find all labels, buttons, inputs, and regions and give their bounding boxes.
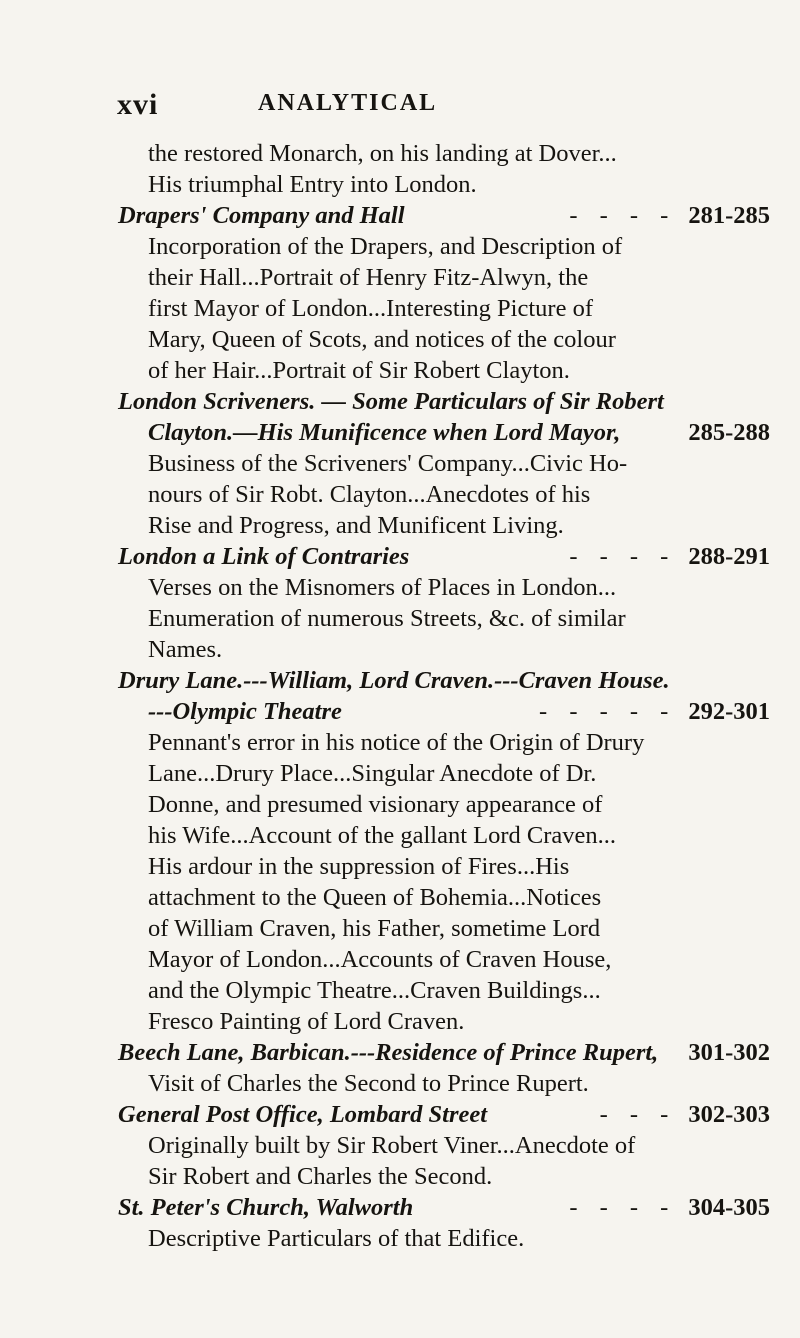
text-line: his Wife...Account of the gallant Lord Craven... [148, 822, 617, 849]
page-range: 281-285 [688, 202, 770, 229]
page-range: 288-291 [688, 543, 770, 570]
page-range: 285-288 [688, 419, 770, 446]
entry-heading [118, 665, 770, 696]
text-line: attachment to the Queen of Bohemia...Notices [148, 884, 602, 911]
entry-heading-continued [148, 417, 770, 448]
text-line: the restored Monarch, on his landing at Dover... [148, 140, 617, 167]
entry-heading [118, 541, 770, 572]
text-line: Enumeration of numerous Streets, &c. of similar [148, 605, 626, 632]
text-line: Originally built by Sir Robert Viner...Anecdote of [148, 1132, 636, 1159]
text-line: Business of the Scriveners' Company...Civic Ho- [148, 450, 628, 477]
entry-heading [118, 1192, 770, 1223]
entry-heading-continued [148, 696, 770, 727]
text-line: Pennant's error in his notice of the Origin of Drury [148, 729, 645, 756]
text-line: Rise and Progress, and Munificent Living. [148, 512, 564, 539]
contents-list [118, 138, 770, 1254]
text-line: of William Craven, his Father, sometime Lord [148, 915, 601, 942]
page-number: xvi [117, 88, 159, 121]
leader-dots: - - - - [569, 202, 677, 229]
entry-title: General Post Office, Lombard Street [118, 1101, 488, 1128]
entry-heading [118, 1099, 770, 1130]
leader-dots: - - - [599, 1101, 677, 1128]
text-line: His ardour in the suppression of Fires...His [148, 853, 570, 880]
text-line: Incorporation of the Drapers, and Description of [148, 233, 623, 260]
running-head: ANALYTICAL [258, 90, 438, 116]
leader-dots: - - - - [569, 543, 677, 570]
text-line: first Mayor of London...Interesting Picture of [148, 295, 593, 322]
page-range: 302-303 [688, 1101, 770, 1128]
entry-title: Drapers' Company and Hall [118, 202, 405, 229]
text-line: their Hall...Portrait of Henry Fitz-Alwyn, the [148, 264, 589, 291]
text-line: Verses on the Misnomers of Places in London... [148, 574, 617, 601]
text-line: His triumphal Entry into London. [148, 171, 477, 198]
leader-dots: - - - - [569, 1194, 677, 1221]
text-line: Donne, and presumed visionary appearance of [148, 791, 603, 818]
entry-heading [118, 386, 770, 417]
text-line: Mary, Queen of Scots, and notices of the colour [148, 326, 616, 353]
text-line: Visit of Charles the Second to Prince Rupert. [148, 1070, 589, 1097]
leader-dots: - - - - - [539, 698, 677, 725]
entry-title: ---Olympic Theatre [148, 698, 342, 725]
text-line: Mayor of London...Accounts of Craven House, [148, 946, 612, 973]
text-line: Names. [148, 636, 223, 663]
text-line: of her Hair...Portrait of Sir Robert Clayton. [148, 357, 570, 384]
text-line: Descriptive Particulars of that Edifice. [148, 1225, 525, 1252]
entry-title: London a Link of Contraries [118, 543, 410, 570]
entry-title: Drury Lane.---William, Lord Craven.---Craven House. [118, 667, 670, 694]
page-range: 301-302 [688, 1039, 770, 1066]
entry-title: St. Peter's Church, Walworth [118, 1194, 414, 1221]
text-line: Lane...Drury Place...Singular Anecdote of Dr. [148, 760, 597, 787]
text-line: Sir Robert and Charles the Second. [148, 1163, 493, 1190]
text-line: nours of Sir Robt. Clayton...Anecdotes of his [148, 481, 591, 508]
entry-title: Beech Lane, Barbican.---Residence of Prince Rupert, [118, 1039, 659, 1066]
entry-heading [118, 200, 770, 231]
text-line: and the Olympic Theatre...Craven Buildings... [148, 977, 601, 1004]
entry-heading [118, 1037, 770, 1068]
entry-title: Clayton.—His Munificence when Lord Mayor, [148, 419, 621, 446]
text-line: Fresco Painting of Lord Craven. [148, 1008, 465, 1035]
page-range: 304-305 [688, 1194, 770, 1221]
page-range: 292-301 [688, 698, 770, 725]
entry-title: London Scriveners. — Some Particulars of Sir Robert [118, 388, 664, 415]
